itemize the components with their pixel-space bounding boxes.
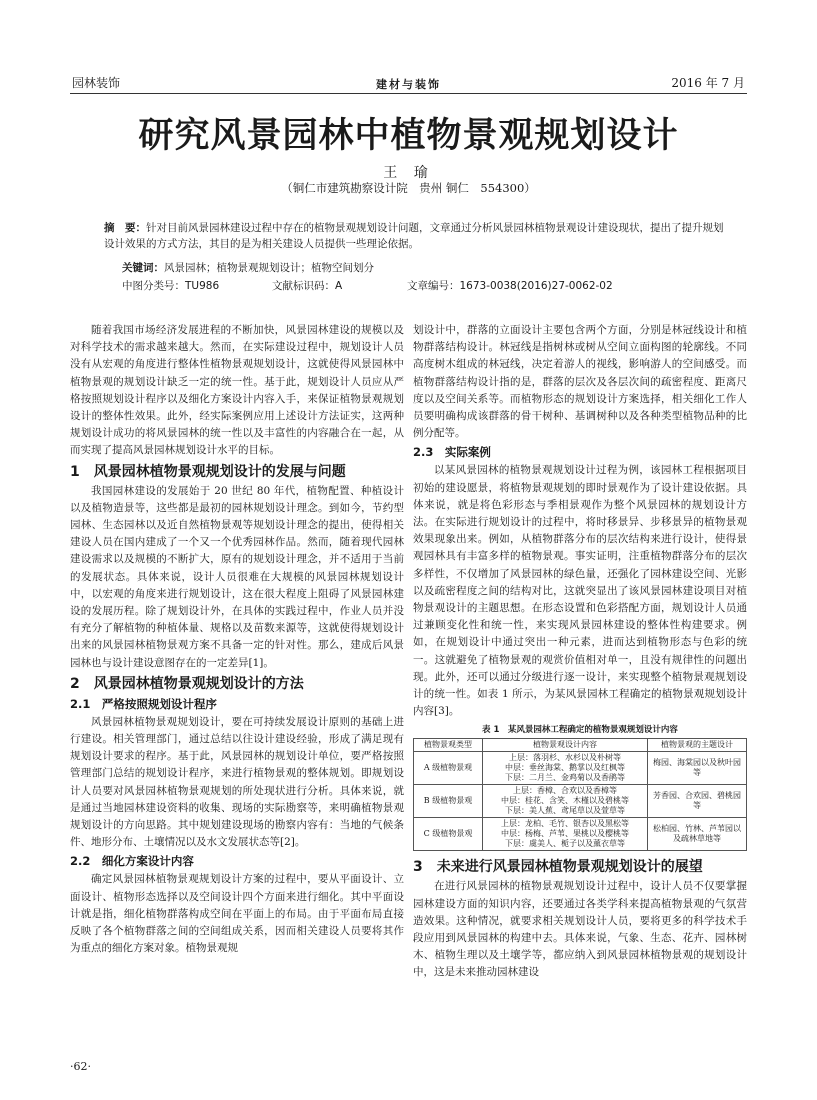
table-header-cell: 植物景观的主题设计 [648, 739, 747, 752]
page-number: ·62· [70, 1060, 91, 1073]
table-header-cell: 植物景观类型 [414, 739, 483, 752]
right-column [413, 322, 747, 982]
article-number: 文章编号：1673-0038(2016)27-0062-02 [407, 280, 613, 292]
table-cell-type: A 级植物景观 [414, 752, 483, 785]
document-code: 文献标识码：A [272, 280, 343, 292]
table-cell-theme: 梅园、海棠园以及秋叶园等 [648, 752, 747, 785]
abstract-text: 针对目前风景园林建设过程中存在的植物景观规划设计问题，文章通过分析风景园林植物景观设计建设现状，提出了提升规划设计效果的方式方法，其目的是为相关建设人员提供一些理论依据。 [104, 222, 724, 250]
running-header-journal: 园林装饰 [72, 76, 121, 90]
table-cell-layer: 下层：美人蕉、鸢尾草以及萱草等 [505, 806, 625, 816]
intro-paragraph: 随着我国市场经济发展进程的不断加快，风景园林建设的规模以及对科学技术的需求越来越大。然而，在实际建设过程中，规划设计人员没有从宏观的角度进行整体性植物景观规划设计，这就使得风景园林中植物景观的规划设计缺乏一定的统一性。基于此，规划设计人员应从严格按照规划设计程序以及细化方案设计内容入手，来保证植物景观规划设计的整体性效果。此外，经实际案例应用上述设计方法证实，这两种规划设计成功的将风景园林的统一性以及丰富性的内容融合在一起，从而实现了提高风景园林规划设计水平的目标。 [70, 324, 404, 457]
section-2-2-paragraph-start: 确定风景园林植物景观规划设计方案的过程中，要从平面设计、立面设计、植物形态选择以及空间设计四个方面来进行细化。其中平面设计就是指，细化植物群落构成空间在平面上的布局。由于平面布局直接反映了各个植物群落之间的空间组成关系，因而相关建设人员要将其作为重点的细化方案对象。植物景观规 [70, 873, 404, 955]
plant-landscape-table [413, 738, 747, 851]
table-cell-theme: 松柏园、竹林、芦苇园以及疏林草地等 [648, 818, 747, 851]
table-header-row [414, 739, 747, 752]
keywords [122, 260, 731, 276]
table-header-cell: 植物景观设计内容 [483, 739, 648, 752]
table-caption: 表 1 某风景园林工程确定的植物景观规划设计内容 [482, 725, 678, 736]
running-header-date: 2016 年 7 月 [671, 76, 745, 90]
paper-title: 研究风景园林中植物景观规划设计 [138, 115, 679, 156]
table-cell-layer: 上层：落羽杉、水杉以及朴树等 [509, 753, 621, 763]
keywords-text: 风景园林；植物景观规划设计；植物空间划分 [164, 262, 374, 274]
section-2-3-heading: 2.3 实际案例 [413, 445, 491, 460]
table-cell-layer: 中层：垂丝海棠、鹅掌以及红枫等 [505, 763, 625, 773]
running-header-logo: 建材与装饰 [376, 78, 441, 91]
table-cell-content [483, 752, 648, 785]
table-row [414, 752, 747, 785]
left-column [70, 322, 404, 958]
table-cell-layer: 下层：二月兰、金鸡菊以及香鹃等 [505, 773, 625, 783]
table-cell-theme: 芳香园、合欢园、碧桃园等 [648, 785, 747, 818]
section-1-paragraph: 我国园林建设的发展始于 20 世纪 80 年代，植物配置、种植设计以及植物造景等，这些都是最初的园林规划设计理念。到如今，节约型园林、生态园林以及近自然植物景观等规划设计理念的提出，使得相关建设人员在国内建成了一个又一个优秀园林作品。然而，随着现代园林建设需求以及规模的不断扩大，原有的规划设计理念，并不适用于当前的发展状态。具体来说，设计人员很难在大规模的风景园林规划设计中，以宏观的角度来进行规划设计，这在很大程度上阻碍了风景园林建设的发展历程。除了规划设计外，在具体的实践过程中，作业人员并没有充分了解植物的种植体量、规格以及苗数来源等，这就使得规划设计出来的风景园林植物景观方案不具备一定的针对性。那么，建成后风景园林也与设计建设意图存在的一定差异[1]。 [70, 484, 404, 669]
author-affiliation: （铜仁市建筑勘察设计院 贵州 铜仁 554300） [281, 181, 536, 195]
section-2-2-heading: 2.2 细化方案设计内容 [70, 854, 194, 869]
table-cell-content [483, 818, 648, 851]
table-cell-layer: 中层：杨梅、芦苇、果桃以及樱桃等 [501, 829, 629, 839]
table-row [414, 785, 747, 818]
table-row [414, 818, 747, 851]
section-1-heading: 1 风景园林植物景观规划设计的发展与问题 [70, 463, 346, 480]
section-3-paragraph: 在进行风景园林的植物景观规划设计过程中，设计人员不仅要掌握园林建设方面的知识内容，还要通过各类学科来提高植物景观的气氛营造效果。这种情况，就要求相关规划设计人员，要将更多的科学技术手段应用到风景园林的构建中去。具体来说，气象、生态、花卉、园林树木、植物生理以及土壤学等，都应纳入到风景园林植物景观的规划设计中，这是未来推动园林建设 [413, 880, 747, 979]
section-2-1-heading: 2.1 严格按照规划设计程序 [70, 696, 217, 711]
table-cell-type: C 级植物景观 [414, 818, 483, 851]
header-rule [70, 93, 747, 94]
keywords-label: 关键词： [122, 262, 164, 274]
table-cell-layer: 上层：龙柏、毛竹、银杏以及黑松等 [501, 819, 629, 829]
author-name: 王 瑜 [383, 165, 434, 181]
section-3-heading: 3 未来进行风景园林植物景观规划设计的展望 [413, 859, 703, 876]
table-cell-type: B 级植物景观 [414, 785, 483, 818]
section-2-3-paragraph: 以某风景园林的植物景观规划设计过程为例，该园林工程根据项目初始的建设愿景，将植物景观规划的即时景观作为了设计建设依据。具体来说，就是将色彩形态与季相景观作为整个风景园林的规划设计方法。在实际进行规划设计的过程中，将时移景异、步移景异的植物景观效果现象出来。例如，从植物群落分布的层次结构来进行设计，使得景观园林具有丰富多样的植物景观。事实证明，注重植物群落分布的层次多样性，不仅增加了风景园林的绿色量，还强化了园林建设空间、光影以及疏密程度之间的结构对比，这就突显出了该风景园林建设项目对植物景观设计的主题思想。在形态设置和色彩搭配方面，规划设计人员通过兼顾变化性和统一性，来实现风景园林建设的整体性构建要求。例如，在规划设计中通过突出一种元素，进而达到植物形态与色彩的统一。这就避免了植物景观的观赏价值相对单一，且没有规律性的问题出现。此外，还可以通过分级进行逐一设计，来实现整个植物景观规划设计的统一性。如表 1 所示，为某风景园林工程确定的植物景观规划设计内容[3]。 [413, 464, 747, 718]
table-cell-layer: 中层：桂花、含笑、木槿以及碧桃等 [501, 796, 629, 806]
table-cell-layer: 上层：香樟、合欢以及香樟等 [513, 786, 617, 796]
abstract [104, 220, 731, 252]
section-2-heading: 2 风景园林植物景观规划设计的方法 [70, 675, 304, 692]
section-2-1-paragraph: 风景园林植物景观规划设计，要在可持续发展设计原则的基础上进行建设。相关管理部门，通过总结以往设计建设经验，形成了满足现有规划设计要求的程序。基于此，风景园林的规划设计单位，要严格按照管理部门总结的规划设计程序，来进行植物景观的整体规划。即规划设计人员要对风景园林植物景观规划的所处现状进行分析。具体来说，就是通过当地园林建设资料的收集、现场的实际勘察等，来明确植物景观规划设计的方向思路。其中规划建设现场的勘察内容有：当地的气候条件、地形分布、土壤情况以及水文发展状态等[2]。 [70, 715, 404, 849]
table-cell-content [483, 785, 648, 818]
abstract-label: 摘 要： [104, 222, 146, 234]
section-2-2-paragraph-cont: 划设计中，群落的立面设计主要包含两个方面，分别是林冠线设计和植物群落结构设计。林冠线是指树林或树从空间立面构图的轮廓线。不同高度树木组成的林冠线，决定着游人的视线，影响游人的空间感受。而植物群落结构设计指的是，群落的层次及各层次间的疏密程度、距离尺度以及空间关系等。而植物形态的规划设计方案选择，相关细化工作人员要明确构成该群落的骨干树种、基调树种以及各种类型植物品种的比例分配等。 [413, 324, 747, 440]
clc-number: 中图分类号：TU986 [122, 280, 220, 292]
table-cell-layer: 下层：虞美人、栀子以及薰衣草等 [505, 839, 625, 849]
